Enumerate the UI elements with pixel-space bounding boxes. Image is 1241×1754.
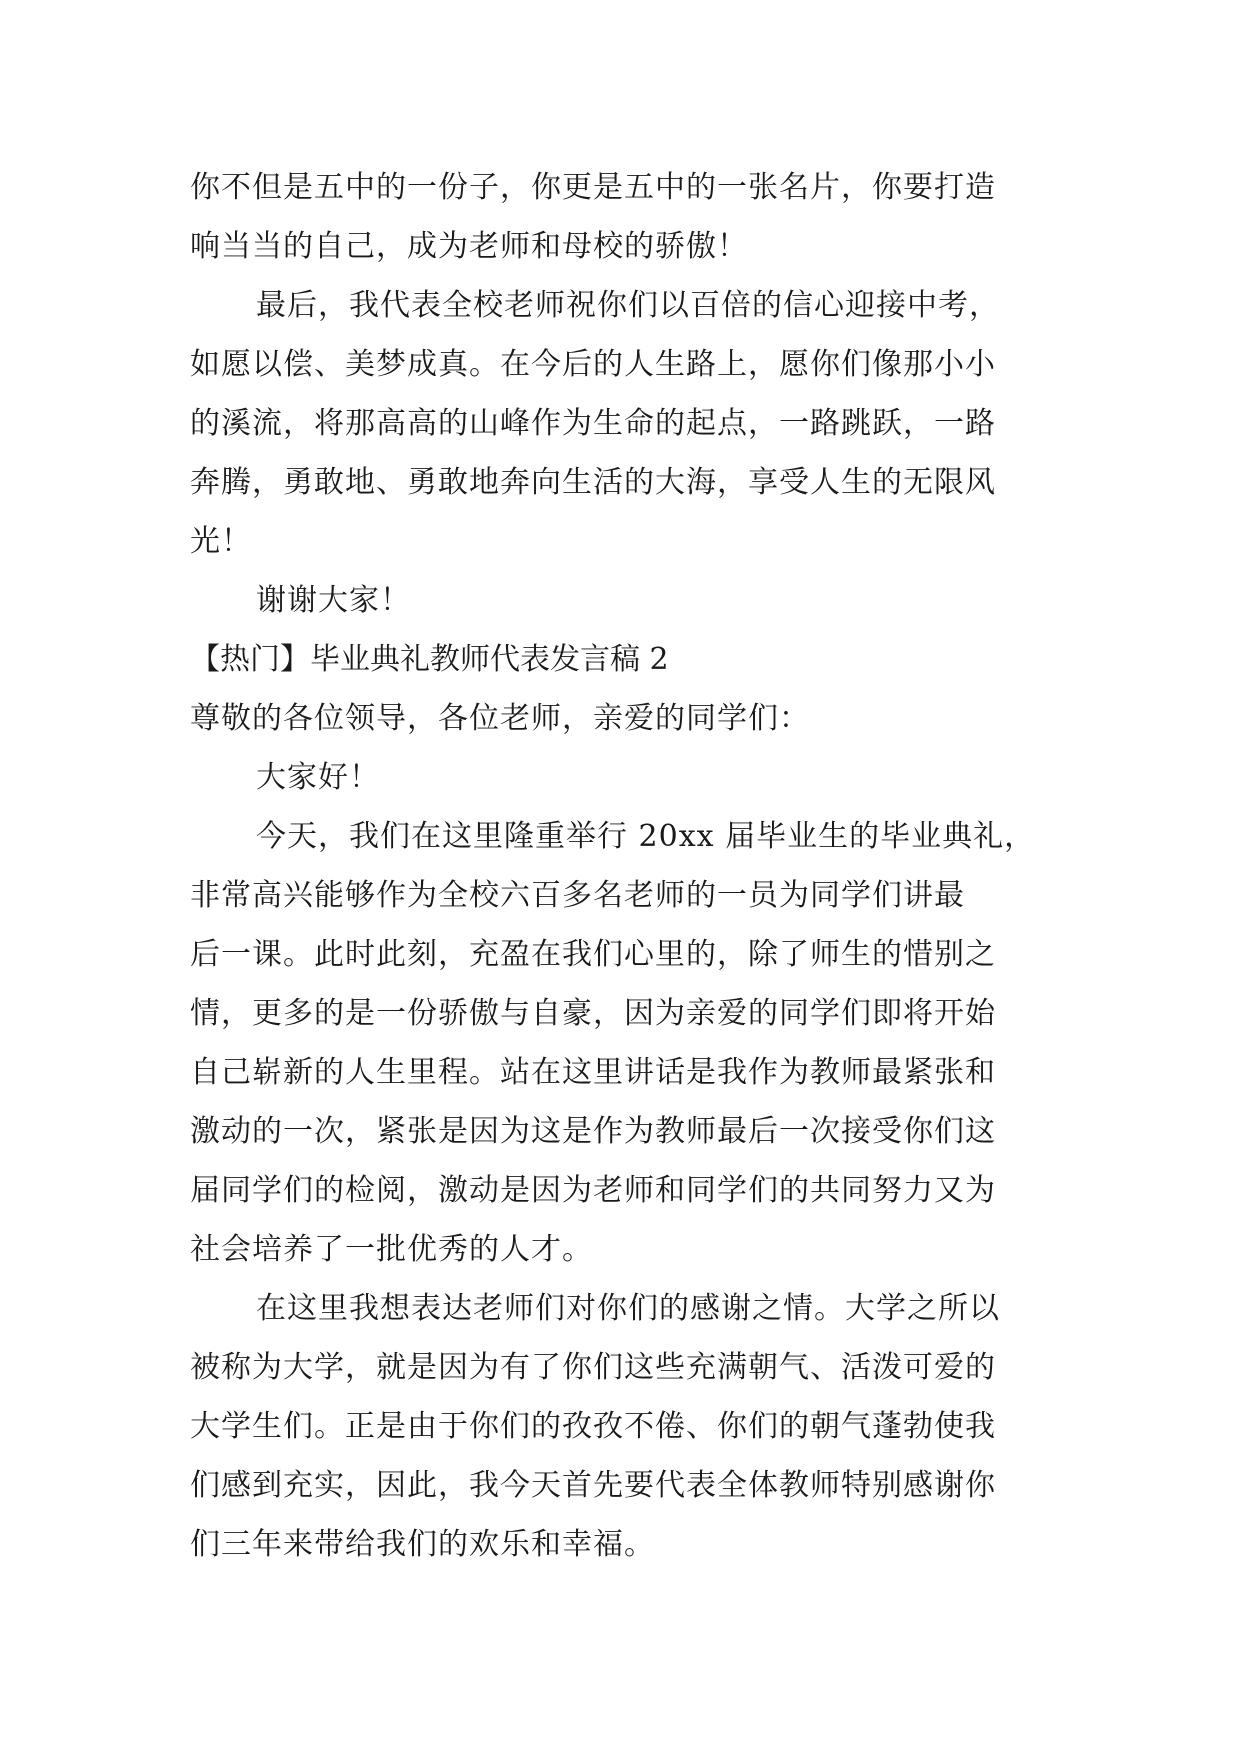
text-line: 们三年来带给我们的欢乐和幸福。 <box>190 1527 655 1562</box>
paragraph-start: 在这里我想表达老师们对你们的感谢之情。大学之所以 <box>256 1291 1000 1326</box>
text-line: 社会培养了一批优秀的人才。 <box>190 1232 593 1267</box>
section-heading: 【热门】毕业典礼教师代表发言稿 2 <box>190 642 669 677</box>
text-line: 响当当的自己，成为老师和母校的骄傲！ <box>190 229 748 264</box>
paragraph-start: 最后，我代表全校老师祝你们以百倍的信心迎接中考， <box>256 288 1000 323</box>
text-line: 的溪流，将那高高的山峰作为生命的起点，一路跳跃，一路 <box>190 406 996 441</box>
paragraph-start: 今天，我们在这里隆重举行 20xx 届毕业生的毕业典礼， <box>256 819 1036 854</box>
text-line: 激动的一次，紧张是因为这是作为教师最后一次接受你们这 <box>190 1114 996 1149</box>
text-line: 如愿以偿、美梦成真。在今后的人生路上，愿你们像那小小 <box>190 347 996 382</box>
text-line: 大学生们。正是由于你们的孜孜不倦、你们的朝气蓬勃使我 <box>190 1409 996 1444</box>
text-line: 光！ <box>190 524 252 559</box>
text-line: 非常高兴能够作为全校六百多名老师的一员为同学们讲最 <box>190 878 965 913</box>
text-line: 你不但是五中的一份子，你更是五中的一张名片，你要打造 <box>190 170 996 205</box>
text-line: 自己崭新的人生里程。站在这里讲话是我作为教师最紧张和 <box>190 1055 996 1090</box>
text-line: 届同学们的检阅，激动是因为老师和同学们的共同努力又为 <box>190 1173 996 1208</box>
text-line: 被称为大学，就是因为有了你们这些充满朝气、活泼可爱的 <box>190 1350 996 1385</box>
text-line: 后一课。此时此刻，充盈在我们心里的，除了师生的惜别之 <box>190 937 996 972</box>
greeting: 大家好！ <box>256 760 380 795</box>
text-line: 们感到充实，因此，我今天首先要代表全体教师特别感谢你 <box>190 1468 996 1503</box>
salutation: 尊敬的各位领导，各位老师，亲爱的同学们： <box>190 701 810 736</box>
closing-thanks: 谢谢大家！ <box>256 583 411 618</box>
document-page <box>190 158 1055 1574</box>
text-line: 奔腾，勇敢地、勇敢地奔向生活的大海，享受人生的无限风 <box>190 465 996 500</box>
text-line: 情，更多的是一份骄傲与自豪，因为亲爱的同学们即将开始 <box>190 996 996 1031</box>
